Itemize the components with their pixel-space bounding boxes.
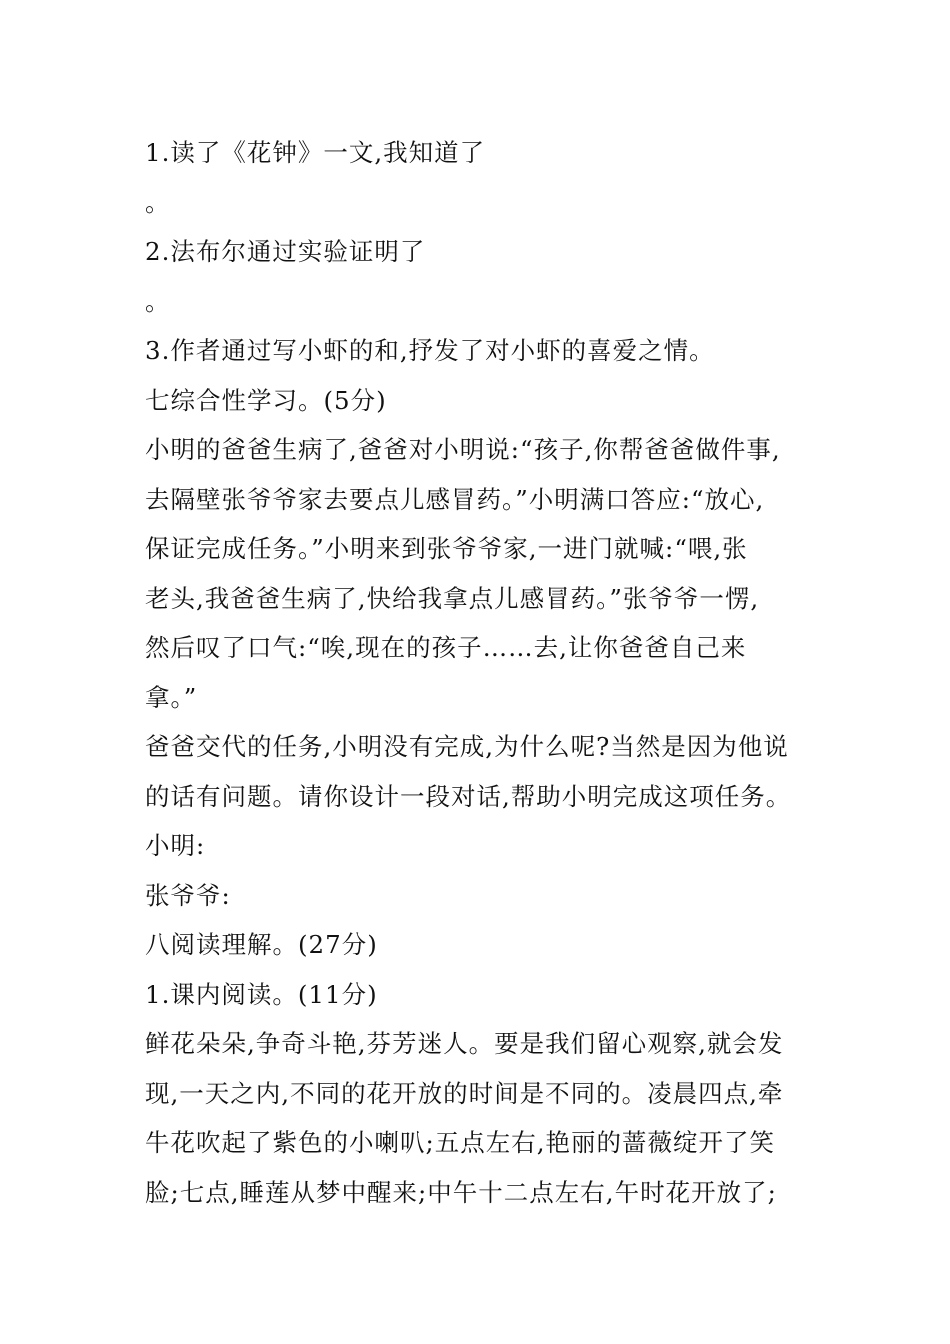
question-2-line: 2.法布尔通过实验证明了	[145, 237, 426, 266]
section-8-heading: 八阅读理解。(27分)	[145, 930, 378, 959]
reading-passage-line: 脸;七点,睡莲从梦中醒来;中午十二点左右,午时花开放了;	[145, 1177, 777, 1207]
story-paragraph-line: 然后叹了口气:“唉,现在的孩子……去,让你爸爸自己来	[145, 633, 747, 662]
story-paragraph-line: 保证完成任务。”小明来到张爷爷家,一进门就喊:“喂,张	[145, 534, 748, 563]
dialogue-xiaoming-label: 小明:	[145, 831, 206, 860]
answer-blank-end-1: 。	[145, 187, 171, 217]
subsection-1-heading: 1.课内阅读。(11分)	[145, 979, 378, 1009]
reading-passage-line: 鲜花朵朵,争奇斗艳,芬芳迷人。要是我们留心观察,就会发	[145, 1029, 784, 1058]
task-paragraph-line: 爸爸交代的任务,小明没有完成,为什么呢?当然是因为他说	[145, 732, 789, 761]
document-body	[145, 128, 825, 1217]
story-paragraph-line: 去隔壁张爷爷家去要点儿感冒药。”小明满口答应:“放心,	[145, 484, 765, 514]
story-paragraph-line: 拿。”	[145, 682, 198, 712]
answer-blank-end-2: 。	[145, 286, 171, 316]
reading-passage-line: 牛花吹起了紫色的小喇叭;五点左右,艳丽的蔷薇绽开了笑	[145, 1128, 776, 1157]
section-7-heading: 七综合性学习。(5分)	[145, 385, 387, 415]
question-1-line: 1.读了《花钟》一文,我知道了	[145, 138, 486, 167]
reading-passage-line: 现,一天之内,不同的花开放的时间是不同的。凌晨四点,牵	[145, 1078, 784, 1108]
task-paragraph-line: 的话有问题。请你设计一段对话,帮助小明完成这项任务。	[145, 781, 792, 811]
question-3-line: 3.作者通过写小虾的和,抒发了对小虾的喜爱之情。	[145, 336, 715, 365]
story-paragraph-line: 老头,我爸爸生病了,快给我拿点儿感冒药。”张爷爷一愣,	[145, 583, 760, 613]
story-paragraph-line: 小明的爸爸生病了,爸爸对小明说:“孩子,你帮爸爸做件事,	[145, 435, 781, 464]
dialogue-zhangyeye-label: 张爷爷:	[145, 880, 231, 910]
